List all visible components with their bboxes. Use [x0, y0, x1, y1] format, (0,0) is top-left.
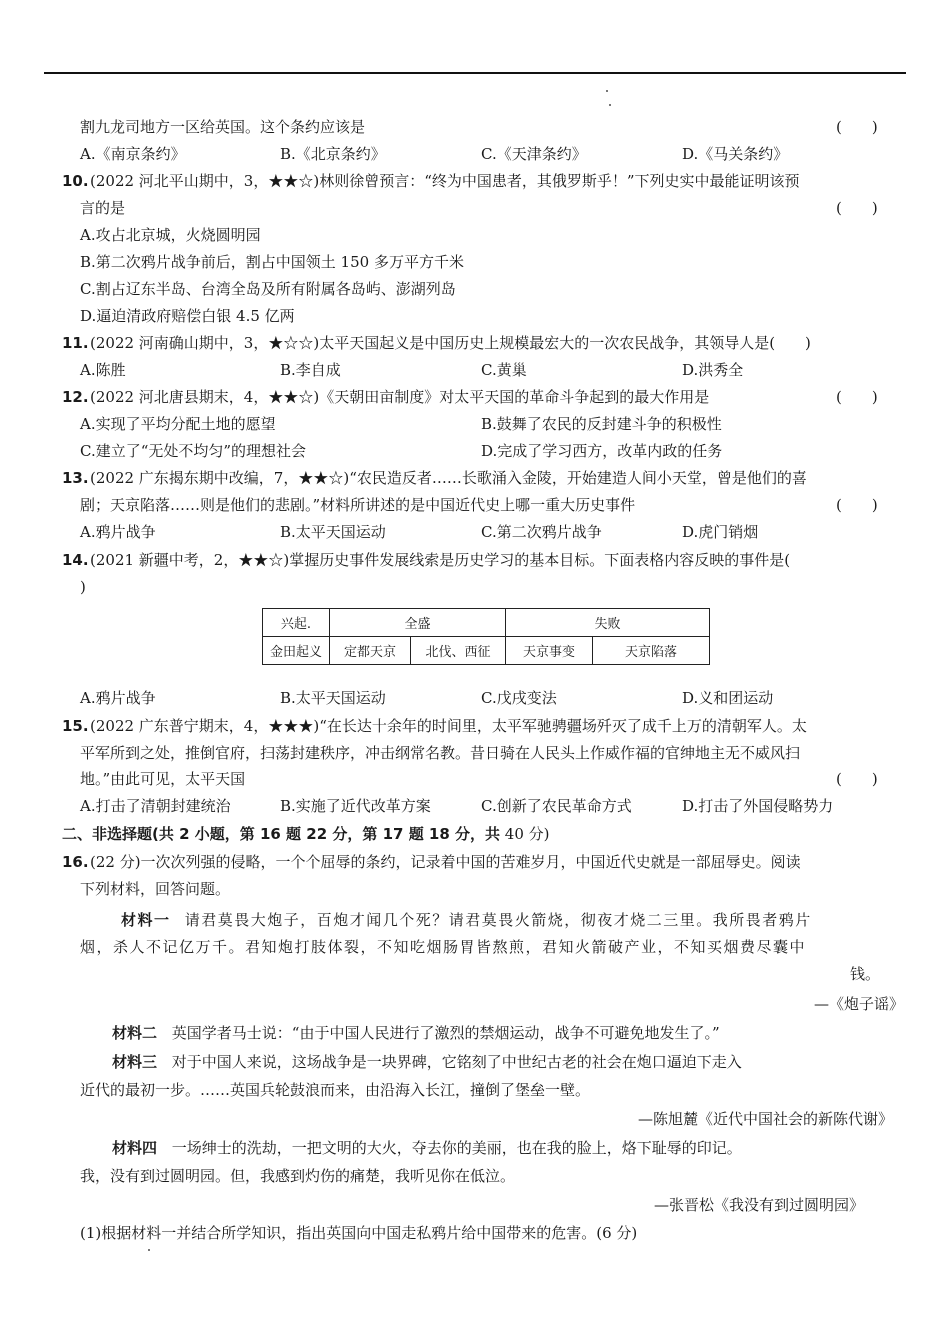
question-number: 12. [62, 388, 89, 406]
answer-paren[interactable]: ( ) [836, 199, 878, 217]
q15-stem: (2022 广东普宁期末，4，★★★)“在长达十余年的时间里，太平军驰骋疆场歼灭了成千上万的清朝军人。太 [90, 717, 807, 735]
table-header-rise: 兴起. [263, 609, 330, 637]
section-heading-tail: 40 分) [504, 825, 550, 843]
question-number: 15. [62, 717, 89, 735]
option-d[interactable]: D.逼迫清政府赔偿白银 4.5 亿两 [80, 307, 295, 325]
answer-paren[interactable]: ( ) [836, 388, 878, 406]
option-a[interactable]: A.鸦片战争 [80, 689, 156, 707]
option-b[interactable]: B.实施了近代改革方案 [280, 797, 431, 815]
q15-stem-cont: 平军所到之处，推倒官府，扫荡封建秩序，冲击纲常名教。昔日骑在人民头上作威作福的官绅地主无不威风扫 [80, 744, 801, 762]
top-rule [44, 72, 906, 74]
section-heading-text: 二、非选择题(共 2 小题，第 16 题 22 分，第 17 题 18 分，共 [62, 825, 501, 843]
material-source: —陈旭麓《近代中国社会的新陈代谢》 [638, 1110, 894, 1128]
table-cell: 天京事变 [506, 637, 593, 665]
q13-stem: (2022 广东揭东期中改编，7，★★☆)“农民造反者……长歌涌入金陵，开始建造人间小天堂，曾是他们的喜 [90, 469, 807, 487]
question-number: 10. [62, 172, 89, 190]
material-4-cont: 我，没有到过圆明园。但，我感到灼伤的痛楚，我听见你在低泣。 [80, 1167, 516, 1185]
answer-paren[interactable]: ( ) [836, 496, 878, 514]
table-header-fall: 失败 [506, 609, 710, 637]
q11-stem: (2022 河南确山期中，3，★☆☆)太平天国起义是中国历史上规模最宏大的一次农民战争，其领导人是( ) [90, 334, 811, 352]
material-4 [112, 1138, 742, 1158]
option-c[interactable]: C.戊戌变法 [481, 689, 557, 707]
material-2 [112, 1023, 720, 1043]
material-3 [112, 1052, 742, 1072]
option-a[interactable]: A.鸦片战争 [80, 523, 156, 541]
material-1-cont: 钱。 [850, 965, 881, 983]
material-source: —张晋松《我没有到过圆明园》 [654, 1196, 865, 1214]
scan-speck [606, 90, 608, 92]
question-number: 16. [62, 853, 89, 871]
material-label: 材料一 [121, 911, 171, 929]
option-d[interactable]: D.《马关条约》 [682, 145, 789, 163]
q9-stem-cont: 割九龙司地方一区给英国。这个条约应该是 [80, 118, 366, 136]
option-d[interactable]: D.虎门销烟 [682, 523, 759, 541]
material-label: 材料四 [112, 1139, 158, 1157]
q13-stem-cont: 剧；天京陷落……则是他们的悲剧。”材料所讲述的是中国近代史上哪一重大历史事件 [80, 496, 636, 514]
q14-stem-cont[interactable]: ) [80, 578, 86, 596]
question-number: 14. [62, 551, 89, 569]
q12-stem: (2022 河北唐县期末，4，★★☆)《天朝田亩制度》对太平天国的革命斗争起到的最大作用是 [90, 388, 710, 406]
material-text: 英国学者马士说：“由于中国人民进行了激烈的禁烟运动，战争不可避免地发生了。” [171, 1024, 720, 1042]
q14-stem: (2021 新疆中考，2，★★☆)掌握历史事件发展线索是历史学习的基本目标。下面表格内容反映的事件是( [90, 551, 791, 569]
q10-stem: (2022 河北平山期中，3，★★☆)林则徐曾预言：“终为中国患者，其俄罗斯乎！”下列史实中最能证明该预 [90, 172, 800, 190]
question-number: 13. [62, 469, 89, 487]
option-d[interactable]: D.义和团运动 [682, 689, 774, 707]
option-b[interactable]: B.第二次鸦片战争前后，割占中国领土 150 多万平方千米 [80, 253, 464, 271]
scan-speck [609, 104, 611, 106]
option-c[interactable]: C.创新了农民革命方式 [481, 797, 632, 815]
option-a[interactable]: A.《南京条约》 [80, 145, 186, 163]
material-1 [121, 910, 812, 930]
option-b[interactable]: B.《北京条约》 [280, 145, 386, 163]
material-3-cont: 近代的最初一步。……英国兵轮鼓浪而来，由沿海入长江，撞倒了堡垒一壁。 [80, 1081, 591, 1099]
material-source: —《炮子谣》 [814, 995, 905, 1013]
material-1-cont: 烟，杀人不记亿万千。君知炮打肢体裂，不知吃烟肠胃皆熬煎，君知火箭破产业，不知买烟费尽囊中 [80, 938, 807, 956]
option-c[interactable]: C.第二次鸦片战争 [481, 523, 602, 541]
option-c[interactable]: C.建立了“无处不均匀”的理想社会 [80, 442, 307, 460]
option-d[interactable]: D.完成了学习西方，改革内政的任务 [481, 442, 723, 460]
table-cell: 定都天京 [330, 637, 411, 665]
option-c[interactable]: C.割占辽东半岛、台湾全岛及所有附属各岛屿、澎湖列岛 [80, 280, 456, 298]
option-c[interactable]: C.黄巢 [481, 361, 527, 379]
table-cell: 金田起义 [263, 637, 330, 665]
option-b[interactable]: B.李自成 [280, 361, 341, 379]
table-cell: 北伐、西征 [411, 637, 506, 665]
option-b[interactable]: B.太平天国运动 [280, 689, 386, 707]
q10-stem-cont: 言的是 [80, 199, 126, 217]
scan-speck [148, 1249, 150, 1251]
option-b[interactable]: B.鼓舞了农民的反封建斗争的积极性 [481, 415, 722, 433]
answer-paren[interactable]: ( ) [836, 118, 878, 136]
table-cell: 天京陷落 [593, 637, 710, 665]
answer-paren[interactable]: ( ) [836, 770, 878, 788]
material-label: 材料三 [112, 1053, 158, 1071]
option-a[interactable]: A.攻占北京城，火烧圆明园 [80, 226, 261, 244]
option-c[interactable]: C.《天津条约》 [481, 145, 587, 163]
material-text: 对于中国人来说，这场战争是一块界碑，它铭刻了中世纪古老的社会在炮口逼迫下走入 [171, 1053, 742, 1071]
option-b[interactable]: B.太平天国运动 [280, 523, 386, 541]
event-table [262, 608, 710, 665]
q16-stem-cont: 下列材料，回答问题。 [80, 880, 231, 898]
option-a[interactable]: A.实现了平均分配土地的愿望 [80, 415, 276, 433]
section-heading [62, 824, 550, 844]
option-d[interactable]: D.打击了外国侵略势力 [682, 797, 834, 815]
material-text: 一场绅士的洗劫，一把文明的大火，夺去你的美丽，也在我的脸上，烙下耻辱的印记。 [171, 1139, 742, 1157]
option-a[interactable]: A.打击了清朝封建统治 [80, 797, 231, 815]
option-a[interactable]: A.陈胜 [80, 361, 126, 379]
material-text: 请君莫畏大炮子，百炮才闻几个死？请君莫畏火箭烧，彻夜才烧二三里。我所畏者鸦片 [184, 911, 812, 929]
material-label: 材料二 [112, 1024, 158, 1042]
option-d[interactable]: D.洪秀全 [682, 361, 744, 379]
table-header-peak: 全盛 [330, 609, 506, 637]
q16-stem: (22 分)一次次列强的侵略，一个个屈辱的条约，记录着中国的苦难岁月，中国近代史就是一部屈辱史。阅读 [90, 853, 801, 871]
question-number: 11. [62, 334, 89, 352]
sub-question-1: (1)根据材料一并结合所学知识，指出英国向中国走私鸦片给中国带来的危害。(6 分) [80, 1224, 638, 1242]
q15-stem-cont: 地。”由此可见，太平天国 [80, 770, 246, 788]
